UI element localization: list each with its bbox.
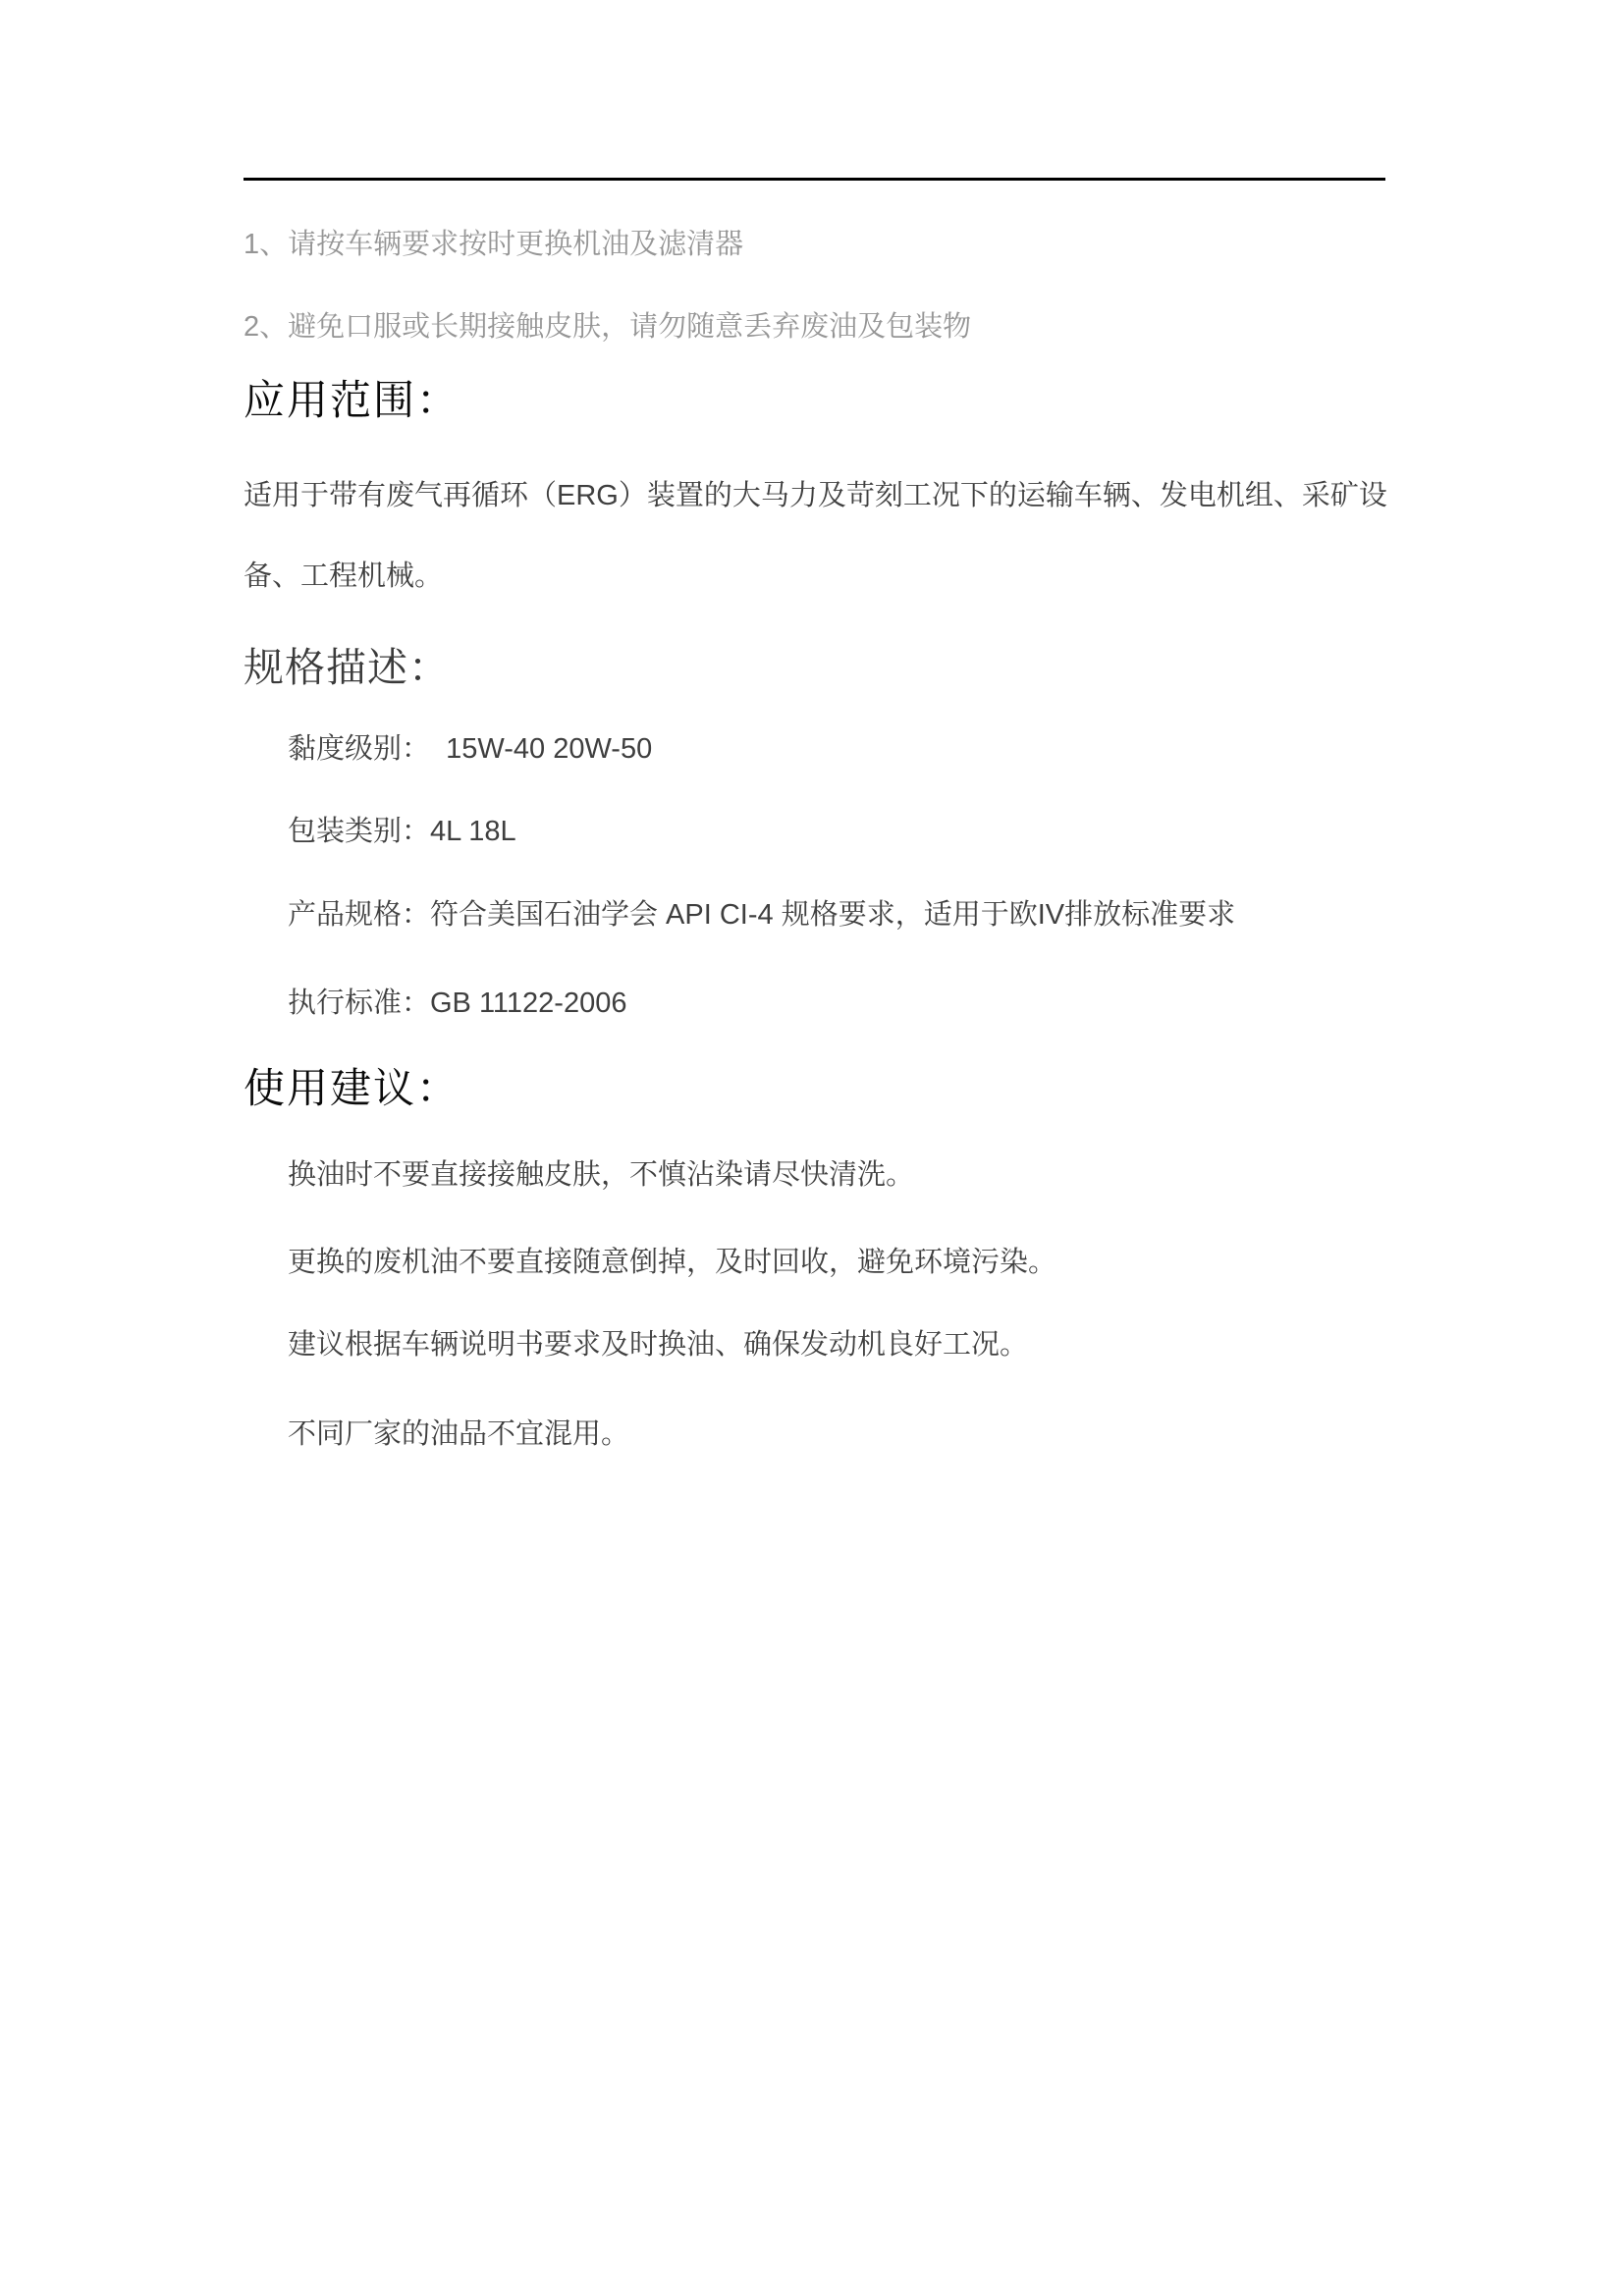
- safety-note-2: 2、避免口服或长期接触皮肤，请勿随意丢弃废油及包装物: [244, 311, 972, 343]
- usage-tip-1: 换油时不要直接接触皮肤，不慎沾染请尽快清洗。: [288, 1159, 915, 1191]
- application-scope-paragraph-line-2: 备、工程机械。: [244, 561, 444, 592]
- usage-tip-4: 不同厂家的油品不宜混用。: [288, 1418, 630, 1450]
- application-scope-heading: 应用范围：: [244, 379, 460, 424]
- spec-packaging-type: 包装类别：4L 18L: [288, 816, 516, 847]
- application-scope-paragraph-line-1: 适用于带有废气再循环（ERG）装置的大马力及苛刻工况下的运输车辆、发电机组、采矿设: [244, 480, 1387, 511]
- spec-description-heading: 规格描述：: [244, 645, 450, 690]
- usage-tip-3: 建议根据车辆说明书要求及时换油、确保发动机良好工况。: [288, 1329, 1029, 1361]
- spec-viscosity-grade: 黏度级别： 15W-40 20W-50: [288, 733, 653, 765]
- spec-execution-standard: 执行标准：GB 11122-2006: [288, 988, 627, 1019]
- spec-product-standard: 产品规格：符合美国石油学会 API CI-4 规格要求，适用于欧IV排放标准要求: [288, 899, 1236, 931]
- top-divider-line: [244, 178, 1385, 181]
- usage-tip-2: 更换的废机油不要直接随意倒掉，及时回收，避免环境污染。: [288, 1247, 1057, 1278]
- safety-note-1: 1、请按车辆要求按时更换机油及滤清器: [244, 229, 744, 260]
- usage-advice-heading: 使用建议：: [244, 1067, 460, 1112]
